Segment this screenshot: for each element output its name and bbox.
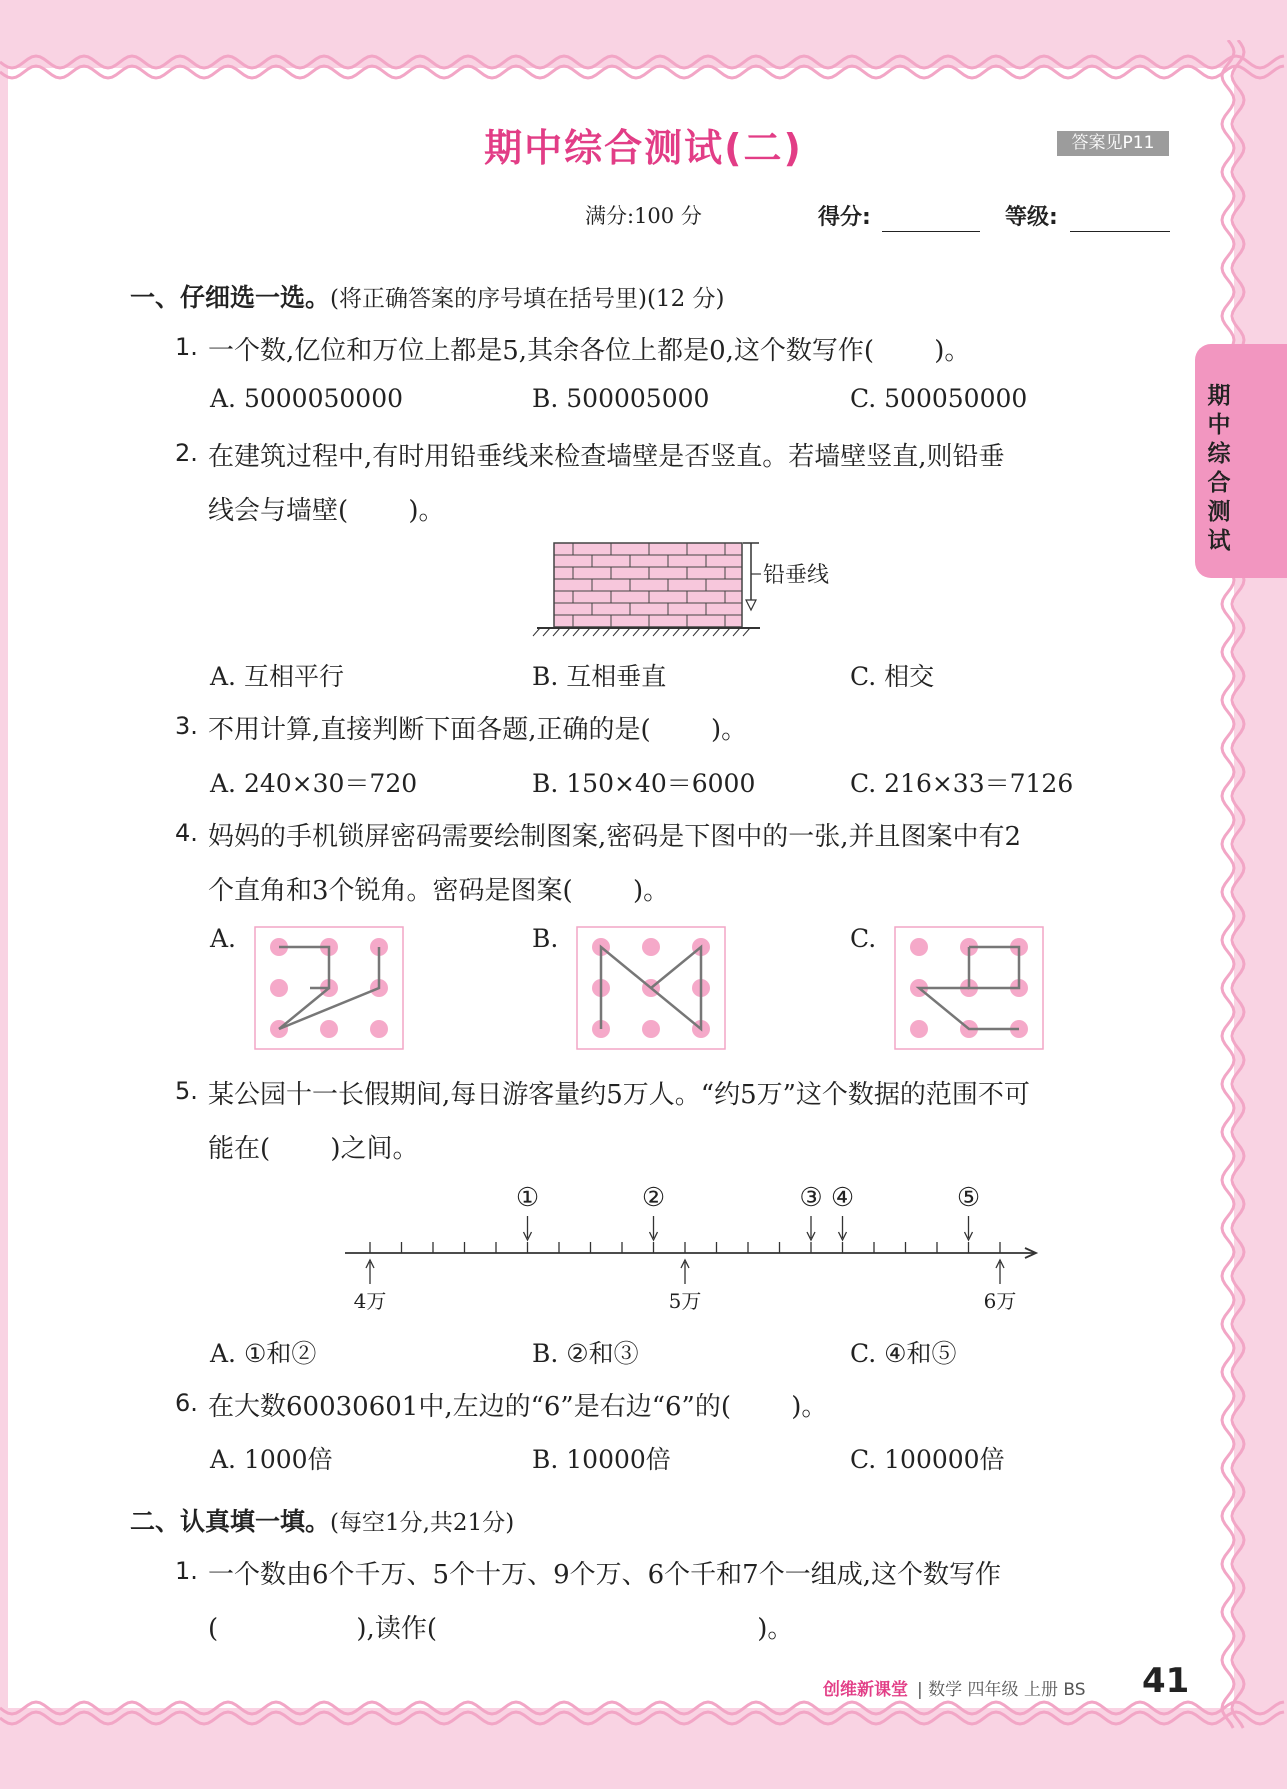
grade-label: 等级:: [1005, 205, 1058, 230]
q2-option-a[interactable]: A. 互相平行: [210, 662, 344, 691]
score-blank[interactable]: [882, 230, 980, 232]
brick-wall: [554, 543, 742, 627]
section1-note: (将正确答案的序号填在括号里)(12 分): [330, 286, 725, 312]
pattern-dot: [642, 938, 660, 956]
pattern-dot: [270, 979, 288, 997]
section1-heading: [130, 278, 725, 314]
q1-option-a[interactable]: A. 5000050000: [210, 384, 404, 413]
q6-text: 在大数60030601中,左边的“6”是右边“6”的( )。: [208, 1392, 828, 1422]
q5-number: 5.: [175, 1077, 198, 1105]
q3-text: 不用计算,直接判断下面各题,正确的是( )。: [208, 715, 748, 745]
pattern-dot: [642, 1020, 660, 1038]
q3-option-b[interactable]: B. 150×40＝6000: [532, 769, 756, 798]
pattern-dot: [370, 1020, 388, 1038]
plumb-line-figure: [532, 538, 862, 638]
q4-option-b-label[interactable]: B.: [532, 924, 559, 953]
q4-number: 4.: [175, 819, 198, 847]
score-label: 得分:: [818, 205, 871, 230]
section2-heading: [130, 1502, 514, 1538]
bottom-wave-border: [0, 1694, 1287, 1734]
number-line-marker-label: ③: [799, 1183, 823, 1213]
q4-option-c-label[interactable]: C.: [850, 924, 877, 953]
pattern-c[interactable]: [894, 926, 1044, 1050]
q2-option-c[interactable]: C. 相交: [850, 662, 935, 691]
q2-text-line1: 在建筑过程中,有时用铅垂线来检查墙壁是否竖直。若墙壁竖直,则铅垂: [208, 442, 1005, 472]
side-tab-label: 期中综合测试: [1207, 383, 1231, 554]
q4-option-a-label[interactable]: A.: [210, 924, 237, 953]
q6-option-c[interactable]: C. 100000倍: [850, 1445, 1005, 1474]
q5-option-c[interactable]: C. ④和⑤: [850, 1339, 957, 1368]
section2-title: 二、认真填一填。: [130, 1507, 331, 1536]
number-line-marker-label: ①: [515, 1183, 540, 1213]
q5-text-line1: 某公园十一长假期间,每日游客量约5万人。“约5万”这个数据的范围不可: [208, 1080, 1030, 1110]
pattern-dot: [910, 938, 928, 956]
q2-text-line2: 线会与墙壁( )。: [208, 496, 445, 526]
q1-text: 一个数,亿位和万位上都是5,其余各位上都是0,这个数写作( )。: [208, 336, 971, 366]
pattern-a[interactable]: [254, 926, 404, 1050]
q5-text-line2: 能在( )之间。: [208, 1134, 419, 1164]
q1-number: 1.: [175, 333, 198, 361]
number-line-marker-label: ⑤: [956, 1183, 981, 1213]
q1-option-c[interactable]: C. 500050000: [850, 384, 1028, 413]
footer-brand: 创维新课堂: [823, 1680, 908, 1700]
footer-info: | 数学 四年级 上册 BS: [917, 1680, 1086, 1700]
q6-option-a[interactable]: A. 1000倍: [210, 1445, 333, 1474]
pattern-dot: [320, 1020, 338, 1038]
number-line-axis-label: 4万: [353, 1289, 387, 1313]
q3-option-c[interactable]: C. 216×33＝7126: [850, 769, 1074, 798]
q4-text-line1: 妈妈的手机锁屏密码需要绘制图案,密码是下图中的一张,并且图案中有2: [208, 822, 1022, 852]
q2-number: 2.: [175, 439, 198, 467]
number-line-axis-label: 5万: [668, 1289, 702, 1313]
number-line-figure: [340, 1176, 1040, 1316]
s2-q1-number: 1.: [175, 1557, 198, 1585]
answer-reference-badge: 答案见P11: [1057, 131, 1169, 156]
q6-option-b[interactable]: B. 10000倍: [532, 1445, 671, 1474]
q6-number: 6.: [175, 1389, 198, 1417]
pattern-dot: [910, 1020, 928, 1038]
full-score-text: 满分:100 分: [585, 204, 702, 228]
plumb-line-label: 铅垂线: [763, 563, 830, 588]
q5-option-b[interactable]: B. ②和③: [532, 1339, 639, 1368]
grade-blank[interactable]: [1070, 230, 1170, 232]
s2-q1-text-line2[interactable]: ( ),读作( )。: [208, 1614, 794, 1644]
s2-q1-text-line1: 一个数由6个千万、5个十万、9个万、6个千和7个一组成,这个数写作: [208, 1560, 1001, 1590]
q1-option-b[interactable]: B. 500005000: [532, 384, 710, 413]
plumb-bob: [746, 600, 756, 610]
page-title: 期中综合测试(二): [484, 126, 803, 170]
right-wave-border: [1214, 40, 1254, 1730]
number-line-marker-label: ④: [830, 1183, 855, 1213]
q4-text-line2: 个直角和3个锐角。密码是图案( )。: [208, 876, 670, 906]
number-line-axis-label: 6万: [983, 1289, 1017, 1313]
q5-option-a[interactable]: A. ①和②: [210, 1339, 317, 1368]
page-number: 41: [1142, 1661, 1190, 1701]
q2-option-b[interactable]: B. 互相垂直: [532, 662, 667, 691]
q3-number: 3.: [175, 712, 198, 740]
section1-title: 一、仔细选一选。: [130, 283, 331, 312]
number-line-marker-label: ②: [641, 1183, 666, 1213]
pattern-b[interactable]: [576, 926, 726, 1050]
section2-note: (每空1分,共21分): [330, 1510, 515, 1536]
top-wave-border: [0, 48, 1287, 88]
q3-option-a[interactable]: A. 240×30＝720: [210, 769, 418, 798]
